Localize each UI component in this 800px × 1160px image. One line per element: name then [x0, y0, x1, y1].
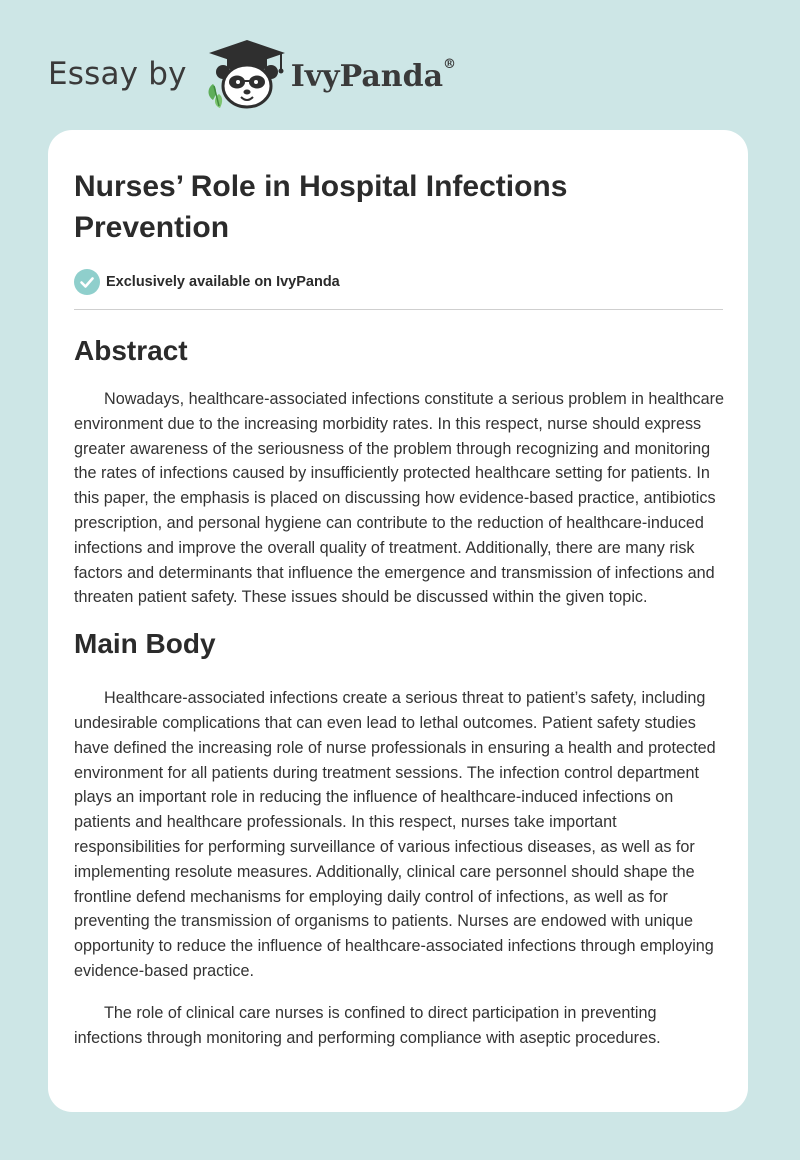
- exclusive-badge-text: Exclusively available on IvyPanda: [106, 274, 340, 290]
- exclusive-badge: [74, 268, 722, 296]
- site-header: [48, 36, 456, 112]
- divider: [74, 309, 723, 310]
- section-heading-abstract: Abstract: [74, 335, 188, 366]
- essay-title: Nurses’ Role in Hospital Infections Prevention: [74, 170, 568, 244]
- abstract-paragraph: Nowadays, healthcare-associated infections constitute a serious problem in healthcare environment due to the increasing morbidity rates. In this respect, nurse should express greater awareness of the seriousness of the problem through recognizing and monitoring the rates of infections caused by insufficiently protected healthcare setting for patients. In this paper, the emphasis is placed on discussing how evidence-based practice, antibiotics prescription, and personal hygiene can contribute to the reduction of healthcare-induced infections and improve the overall quality of treatment. Additionally, there are many risk factors and determinants that influence the emergence and transmission of infections and threaten patient safety. These issues should be discussed within the given topic.: [74, 390, 724, 607]
- check-circle-icon: [74, 269, 100, 295]
- brand-name[interactable]: IvyPanda®: [290, 56, 457, 94]
- ivypanda-logo-icon[interactable]: [201, 36, 293, 112]
- registered-mark: ®: [443, 56, 457, 72]
- main-body-paragraph: Healthcare-associated infections create a serious threat to patient’s safety, including undesirable complications that can even lead to lethal outcomes. Patient safety studies have defined the increasing role of nurse professionals in ensuring a health and protected environment for all patients during treatment sessions. The infection control department plays an important role in reducing the influence of healthcare-induced infections on patients and healthcare professionals. In this respect, nurses take important responsibilities for performing surveillance of various infectious diseases, as well as for implementing resolute measures. Additionally, clinical care personnel should shape the frontline defend mechanisms for employing daily control of infections, as well as for preventing the transmission of organisms to patients. Nurses are endowed with unique opportunity to reduce the influence of healthcare-associated infections through employing evidence-based practice.: [74, 689, 716, 980]
- section-heading-main-body: Main Body: [74, 628, 216, 660]
- essay-card: [48, 130, 748, 1112]
- essay-by-label: Essay by: [48, 56, 187, 92]
- main-body-paragraph: The role of clinical care nurses is confined to direct participation in preventing infections through monitoring and performing compliance with aseptic procedures.: [74, 1003, 661, 1047]
